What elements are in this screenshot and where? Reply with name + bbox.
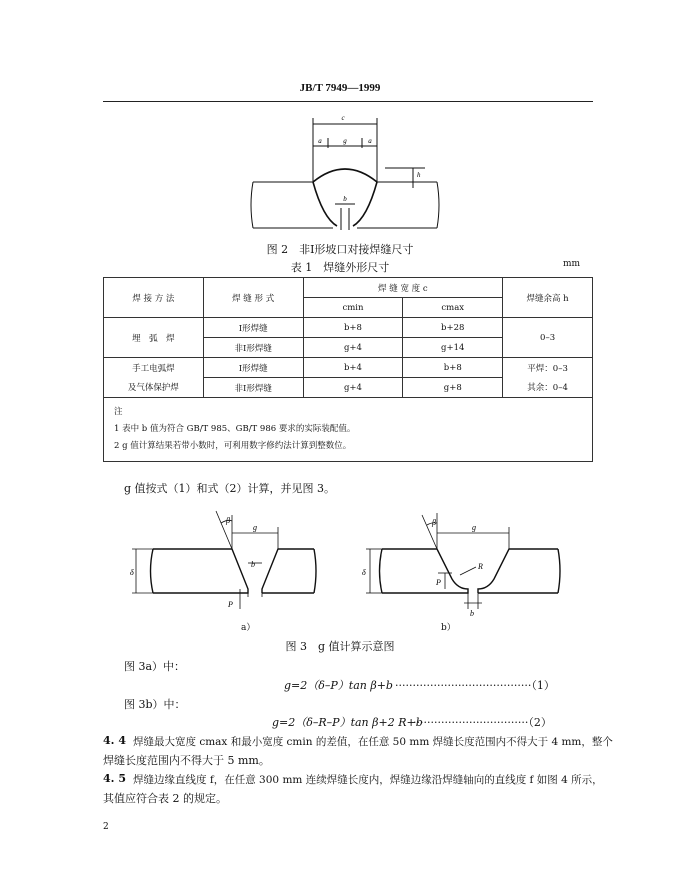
equation-1-number: ·······································（1） — [395, 679, 555, 692]
equation-1: g=2（δ–P）tan β+b — [284, 679, 393, 692]
header-cmin: cmin — [303, 298, 403, 318]
table-cell: b+4 — [303, 358, 403, 378]
clause-4-5-line2: 其值应符合表 2 的规定。 — [103, 792, 227, 805]
intro-text: g 值按式（1）和式（2）计算，并见图 3。 — [124, 482, 336, 495]
clause-4-5-line1: 焊缝边缘直线度 f，在任意 300 mm 连续焊缝长度内，焊缝边缘沿焊缝轴向的直线度 f 如图 4 所示， — [133, 774, 603, 786]
table-cell: 平焊：0–3 — [503, 358, 593, 378]
fig3b-label: 图 3b）中： — [124, 698, 186, 711]
dim-b-label: b — [343, 195, 347, 203]
figure-3b-drawing — [360, 505, 580, 617]
header-cmax: cmax — [403, 298, 503, 318]
standard-header: JB/T 7949—1999 — [299, 82, 381, 94]
table-cell: 非Ⅰ形焊缝 — [203, 338, 303, 358]
beta-label: β — [432, 518, 436, 527]
clause-4-4-line1: 焊缝最大宽度 cmax 和最小宽度 cmin 的差值，在任意 50 mm 焊缝长度范围内不得大于 4 mm，整个 — [133, 736, 613, 748]
table-cell: Ⅰ形焊缝 — [203, 358, 303, 378]
figure-2-caption: 图 2 非Ⅰ形坡口对接焊缝尺寸 — [266, 243, 414, 256]
clause-4-4-number: 4. 4 — [103, 734, 126, 747]
figure-2-drawing — [245, 108, 445, 238]
delta-label: δ — [362, 568, 366, 577]
note-1: 1 表中 b 值为符合 GB/T 985、GB/T 986 要求的实际装配值。 — [114, 424, 356, 434]
fig3a-label: 图 3a）中： — [124, 660, 186, 673]
p-label: P — [436, 578, 441, 587]
table-cell: b+28 — [403, 318, 503, 338]
table-1-unit: mm — [563, 259, 581, 269]
g-label: g — [253, 523, 257, 532]
p-label: P — [228, 600, 233, 609]
table-cell: 0–3 — [503, 318, 593, 358]
b-label: b — [251, 560, 255, 569]
page-number: 2 — [103, 822, 109, 832]
b-label: b — [470, 609, 474, 617]
dim-h-label: h — [417, 171, 421, 179]
table-cell: g+4 — [303, 378, 403, 398]
notes-title: 注 — [114, 407, 123, 417]
header-reinforcement: 焊缝余高 h — [503, 278, 593, 318]
equation-2-number: ·································（2） — [413, 716, 552, 729]
table-1-title: 表 1 焊缝外形尺寸 — [290, 261, 390, 274]
figure-3a-drawing — [120, 505, 320, 617]
table-cell: g+8 — [403, 378, 503, 398]
table-notes — [104, 398, 593, 462]
equation-2: g=2（δ–R–P）tan β+2 R+b — [272, 716, 423, 729]
figure-3a-sub: a） — [241, 623, 256, 633]
dim-c-label: c — [341, 114, 345, 122]
r-label: R — [478, 562, 483, 571]
g-label: g — [472, 523, 476, 532]
header-form: 焊 缝 形 式 — [203, 278, 303, 318]
note-2: 2 g 值计算结果若带小数时，可利用数字修约法计算到整数位。 — [114, 441, 352, 451]
clause-4-4-line2: 焊缝长度范围内不得大于 5 mm。 — [103, 754, 270, 767]
method-smaw-line2: 及气体保护焊 — [104, 378, 204, 398]
table-cell: 非Ⅰ形焊缝 — [203, 378, 303, 398]
table-cell: 其余：0–4 — [503, 378, 593, 398]
header-method: 焊 接 方 法 — [104, 278, 204, 318]
beta-label: β — [226, 516, 230, 525]
header-rule — [103, 101, 593, 102]
table-cell: g+14 — [403, 338, 503, 358]
figure-3b-sub: b） — [441, 623, 456, 633]
header-width: 焊 缝 宽 度 c — [303, 278, 503, 298]
table-cell: Ⅰ形焊缝 — [203, 318, 303, 338]
dim-a-right-label: a — [368, 137, 372, 145]
table-cell: b+8 — [403, 358, 503, 378]
dim-g-label: g — [343, 137, 347, 145]
method-smaw-line1: 手工电弧焊 — [104, 358, 204, 378]
method-saw: 埋 弧 焊 — [104, 318, 204, 358]
table-cell: b+8 — [303, 318, 403, 338]
dim-a-left-label: a — [318, 137, 322, 145]
table-cell: g+4 — [303, 338, 403, 358]
clause-4-5-number: 4. 5 — [103, 772, 126, 785]
figure-3-caption: 图 3 g 值计算示意图 — [285, 640, 395, 653]
table-1 — [103, 277, 593, 462]
delta-label: δ — [130, 568, 134, 577]
